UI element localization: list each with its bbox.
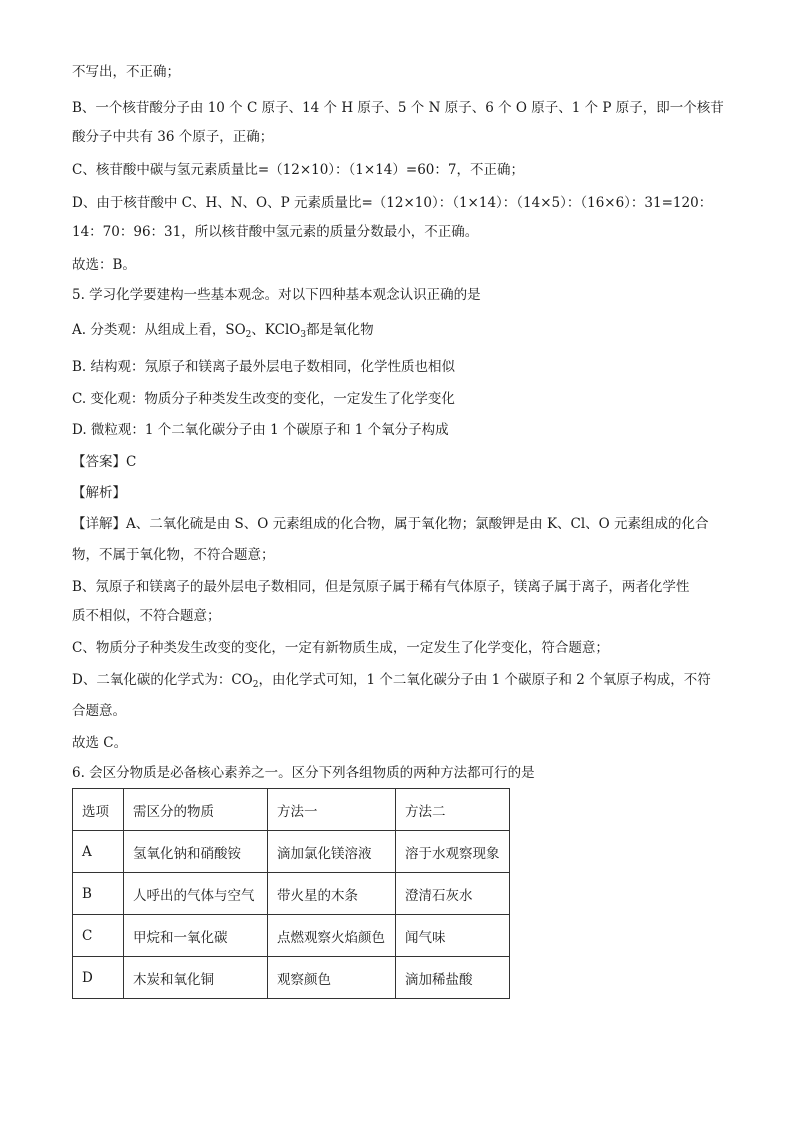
table-cell: 观察颜色 [268,957,396,999]
formula-text: SO [225,322,246,338]
table-header-row [73,789,510,831]
header-cell: 选项 [73,789,124,831]
formula-kclo3 [265,322,306,338]
text-line: 14：70：96：31，所以核苷酸中氢元素的质量分数最小，不正确。 [72,224,479,240]
option-a-suffix: 都是氧化物 [306,322,374,338]
options-table [72,788,510,999]
table-cell: 澄清石灰水 [396,873,510,915]
text-line: 质不相似，不符合题意； [72,608,221,624]
table-cell: C [73,915,124,957]
text-line: 故选 C。 [72,735,128,751]
table-cell: 人呼出的气体与空气 [124,873,268,915]
text-line: 酸分子中共有 36 个原子，正确； [72,129,274,145]
formula-subscript: 2 [252,680,259,690]
text-line: 不写出，不正确； [72,64,180,80]
text-line: 物，不属于氧化物，不符合题意； [72,547,275,563]
answer-label: 【答案】C [72,454,137,470]
table-cell: 甲烷和一氧化碳 [124,915,268,957]
formula-text: KClO [264,322,301,338]
question-6-stem: 6. 会区分物质是必备核心素养之一。区分下列各组物质的两种方法都可行的是 [72,765,535,781]
detail-d-prefix: D、二氧化碳的化学式为： [72,672,232,688]
question-5-stem: 5. 学习化学要建构一些基本观念。对以下四种基本观念认识正确的是 [72,287,481,303]
detail-d-suffix: ，由化学式可知，1 个二氧化碳分子由 1 个碳原子和 2 个氧原子构成，不符 [258,672,711,688]
option-b: B. 结构观：氖原子和镁离子最外层电子数相同，化学性质也相似 [72,359,456,375]
table-cell: 闻气味 [396,915,510,957]
formula-co2 [231,672,258,688]
text-line: C、核苷酸中碳与氢元素质量比=（12×10）：（1×14）=60：7，不正确； [72,162,524,178]
text-line: C、物质分子种类发生改变的变化，一定有新物质生成，一定发生了化学变化，符合题意； [72,640,609,656]
table-cell: 木炭和氧化铜 [124,957,268,999]
table-cell: B [73,873,124,915]
table-row [73,873,510,915]
text-line: 故选：B。 [72,257,136,273]
header-cell: 方法二 [396,789,510,831]
formula-text: CO [231,672,253,688]
text-line: B、一个核苷酸分子由 10 个 C 原子、14 个 H 原子、5 个 N 原子、6 个 O 原子、1 个 P 原子，即一个核苷 [72,100,724,116]
separator: 、 [251,322,265,338]
option-d: D. 微粒观：1 个二氧化碳分子由 1 个碳原子和 1 个氧分子构成 [72,422,449,438]
table-cell: 氢氧化钠和硝酸铵 [124,831,268,873]
table-row [73,915,510,957]
table-row [73,831,510,873]
detail-d [72,670,724,695]
formula-subscript: 2 [245,330,252,340]
table-cell: 滴加氯化镁溶液 [268,831,396,873]
table-cell: 滴加稀盐酸 [396,957,510,999]
table-cell: 溶于水观察现象 [396,831,510,873]
option-c: C. 变化观：物质分子种类发生改变的变化，一定发生了化学变化 [72,391,455,407]
table-cell: D [73,957,124,999]
text-line: 【详解】A、二氧化硫是由 S、O 元素组成的化合物，属于氧化物；氯酸钾是由 K、Cl、O 元素组成的化合 [72,516,709,532]
formula-so2 [225,322,251,338]
table-cell: A [73,831,124,873]
text-line: D、由于核苷酸中 C、H、N、O、P 元素质量比=（12×10）：（1×14）：（14×5）：（16×6）：31=120： [72,195,713,211]
header-cell: 方法一 [268,789,396,831]
analysis-label: 【解析】 [72,485,126,501]
text-line: B、氖原子和镁离子的最外层电子数相同，但是氖原子属于稀有气体原子，镁离子属于离子，两者化学性 [72,579,690,595]
option-a [72,320,724,345]
table-cell: 带火星的木条 [268,873,396,915]
formula-subscript: 3 [300,330,307,340]
table-cell: 点燃观察火焰颜色 [268,915,396,957]
header-cell: 需区分的物质 [124,789,268,831]
table-row [73,957,510,999]
option-a-prefix: A. 分类观：从组成上看， [72,322,226,338]
text-line: 合题意。 [72,703,126,719]
